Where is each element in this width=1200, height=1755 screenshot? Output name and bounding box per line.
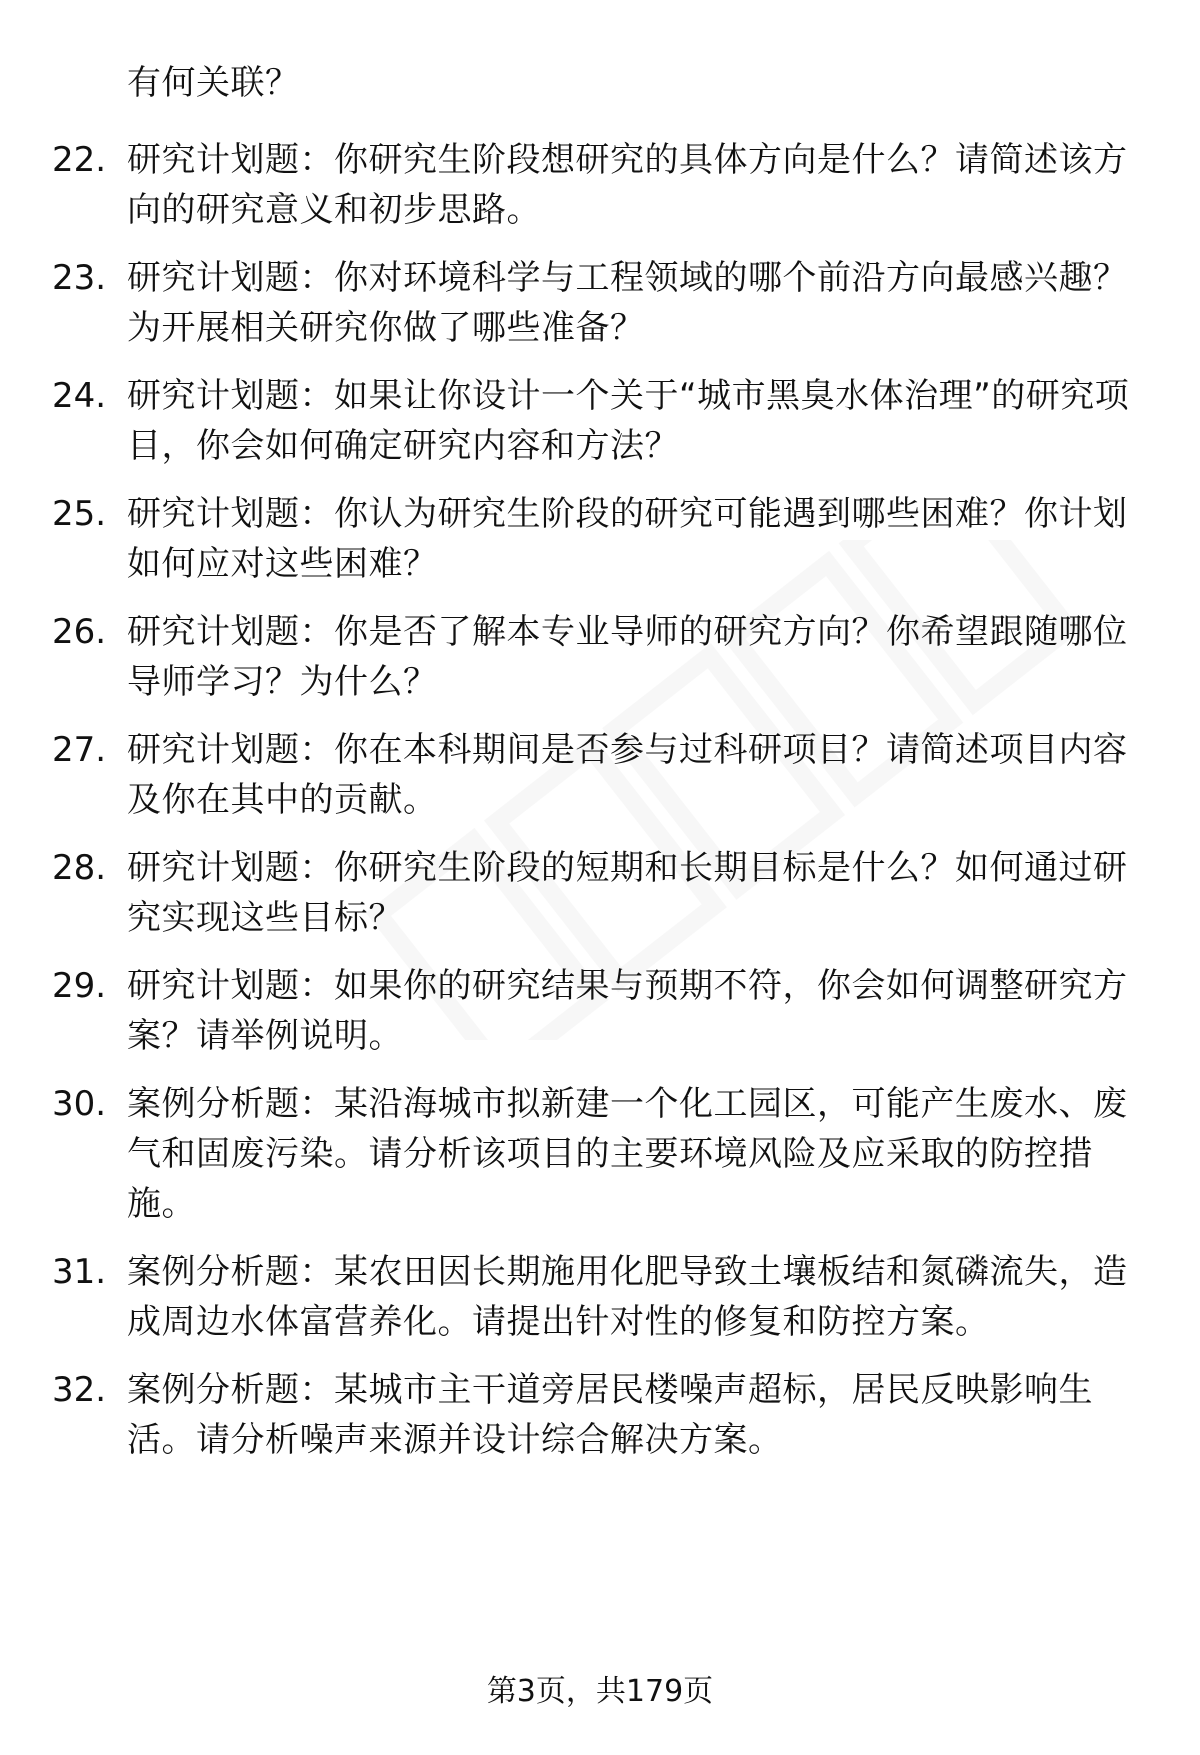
question-text: 案例分析题：某农田因长期施用化肥导致土壤板结和氮磷流失，造成周边水体富营养化。请提出针对性的修复和防控方案。 xyxy=(127,1252,1128,1342)
page-footer: 第3页，共179页 xyxy=(486,1674,714,1709)
question-text: 研究计划题：如果让你设计一个关于“城市黑臭水体治理”的研究项目，你会如何确定研究内容和方法？ xyxy=(127,376,1130,466)
question-number: 22. xyxy=(52,140,107,180)
question-text: 研究计划题：你是否了解本专业导师的研究方向？你希望跟随哪位导师学习？为什么？ xyxy=(127,612,1128,702)
question-number: 32. xyxy=(52,1370,107,1410)
question-number: 26. xyxy=(52,612,107,652)
question-text: 研究计划题：如果你的研究结果与预期不符，你会如何调整研究方案？请举例说明。 xyxy=(127,966,1128,1056)
question-number: 31. xyxy=(52,1252,107,1292)
question-number: 25. xyxy=(52,494,107,534)
question-text: 案例分析题：某城市主干道旁居民楼噪声超标，居民反映影响生活。请分析噪声来源并设计综合解决方案。 xyxy=(127,1370,1093,1460)
question-text: 研究计划题：你对环境科学与工程领域的哪个前沿方向最感兴趣？为开展相关研究你做了哪些准备？ xyxy=(127,258,1128,348)
question-number: 29. xyxy=(52,966,107,1006)
question-number: 28. xyxy=(52,848,107,888)
question-number: 24. xyxy=(52,376,107,416)
question-text: 研究计划题：你在本科期间是否参与过科研项目？请简述项目内容及你在其中的贡献。 xyxy=(127,730,1128,820)
question-text: 研究计划题：你研究生阶段想研究的具体方向是什么？请简述该方向的研究意义和初步思路。 xyxy=(127,140,1128,230)
question-text: 研究计划题：你认为研究生阶段的研究可能遇到哪些困难？你计划如何应对这些困难？ xyxy=(127,494,1128,584)
question-text: 研究计划题：你研究生阶段的短期和长期目标是什么？如何通过研究实现这些目标？ xyxy=(127,848,1128,938)
question-text: 案例分析题：某沿海城市拟新建一个化工园区，可能产生废水、废气和固废污染。请分析该项目的主要环境风险及应采取的防控措施。 xyxy=(127,1084,1128,1224)
continued-question-text: 有何关联？ xyxy=(127,63,300,103)
question-number: 30. xyxy=(52,1084,107,1124)
question-number: 27. xyxy=(52,730,107,770)
question-number: 23. xyxy=(52,258,107,298)
